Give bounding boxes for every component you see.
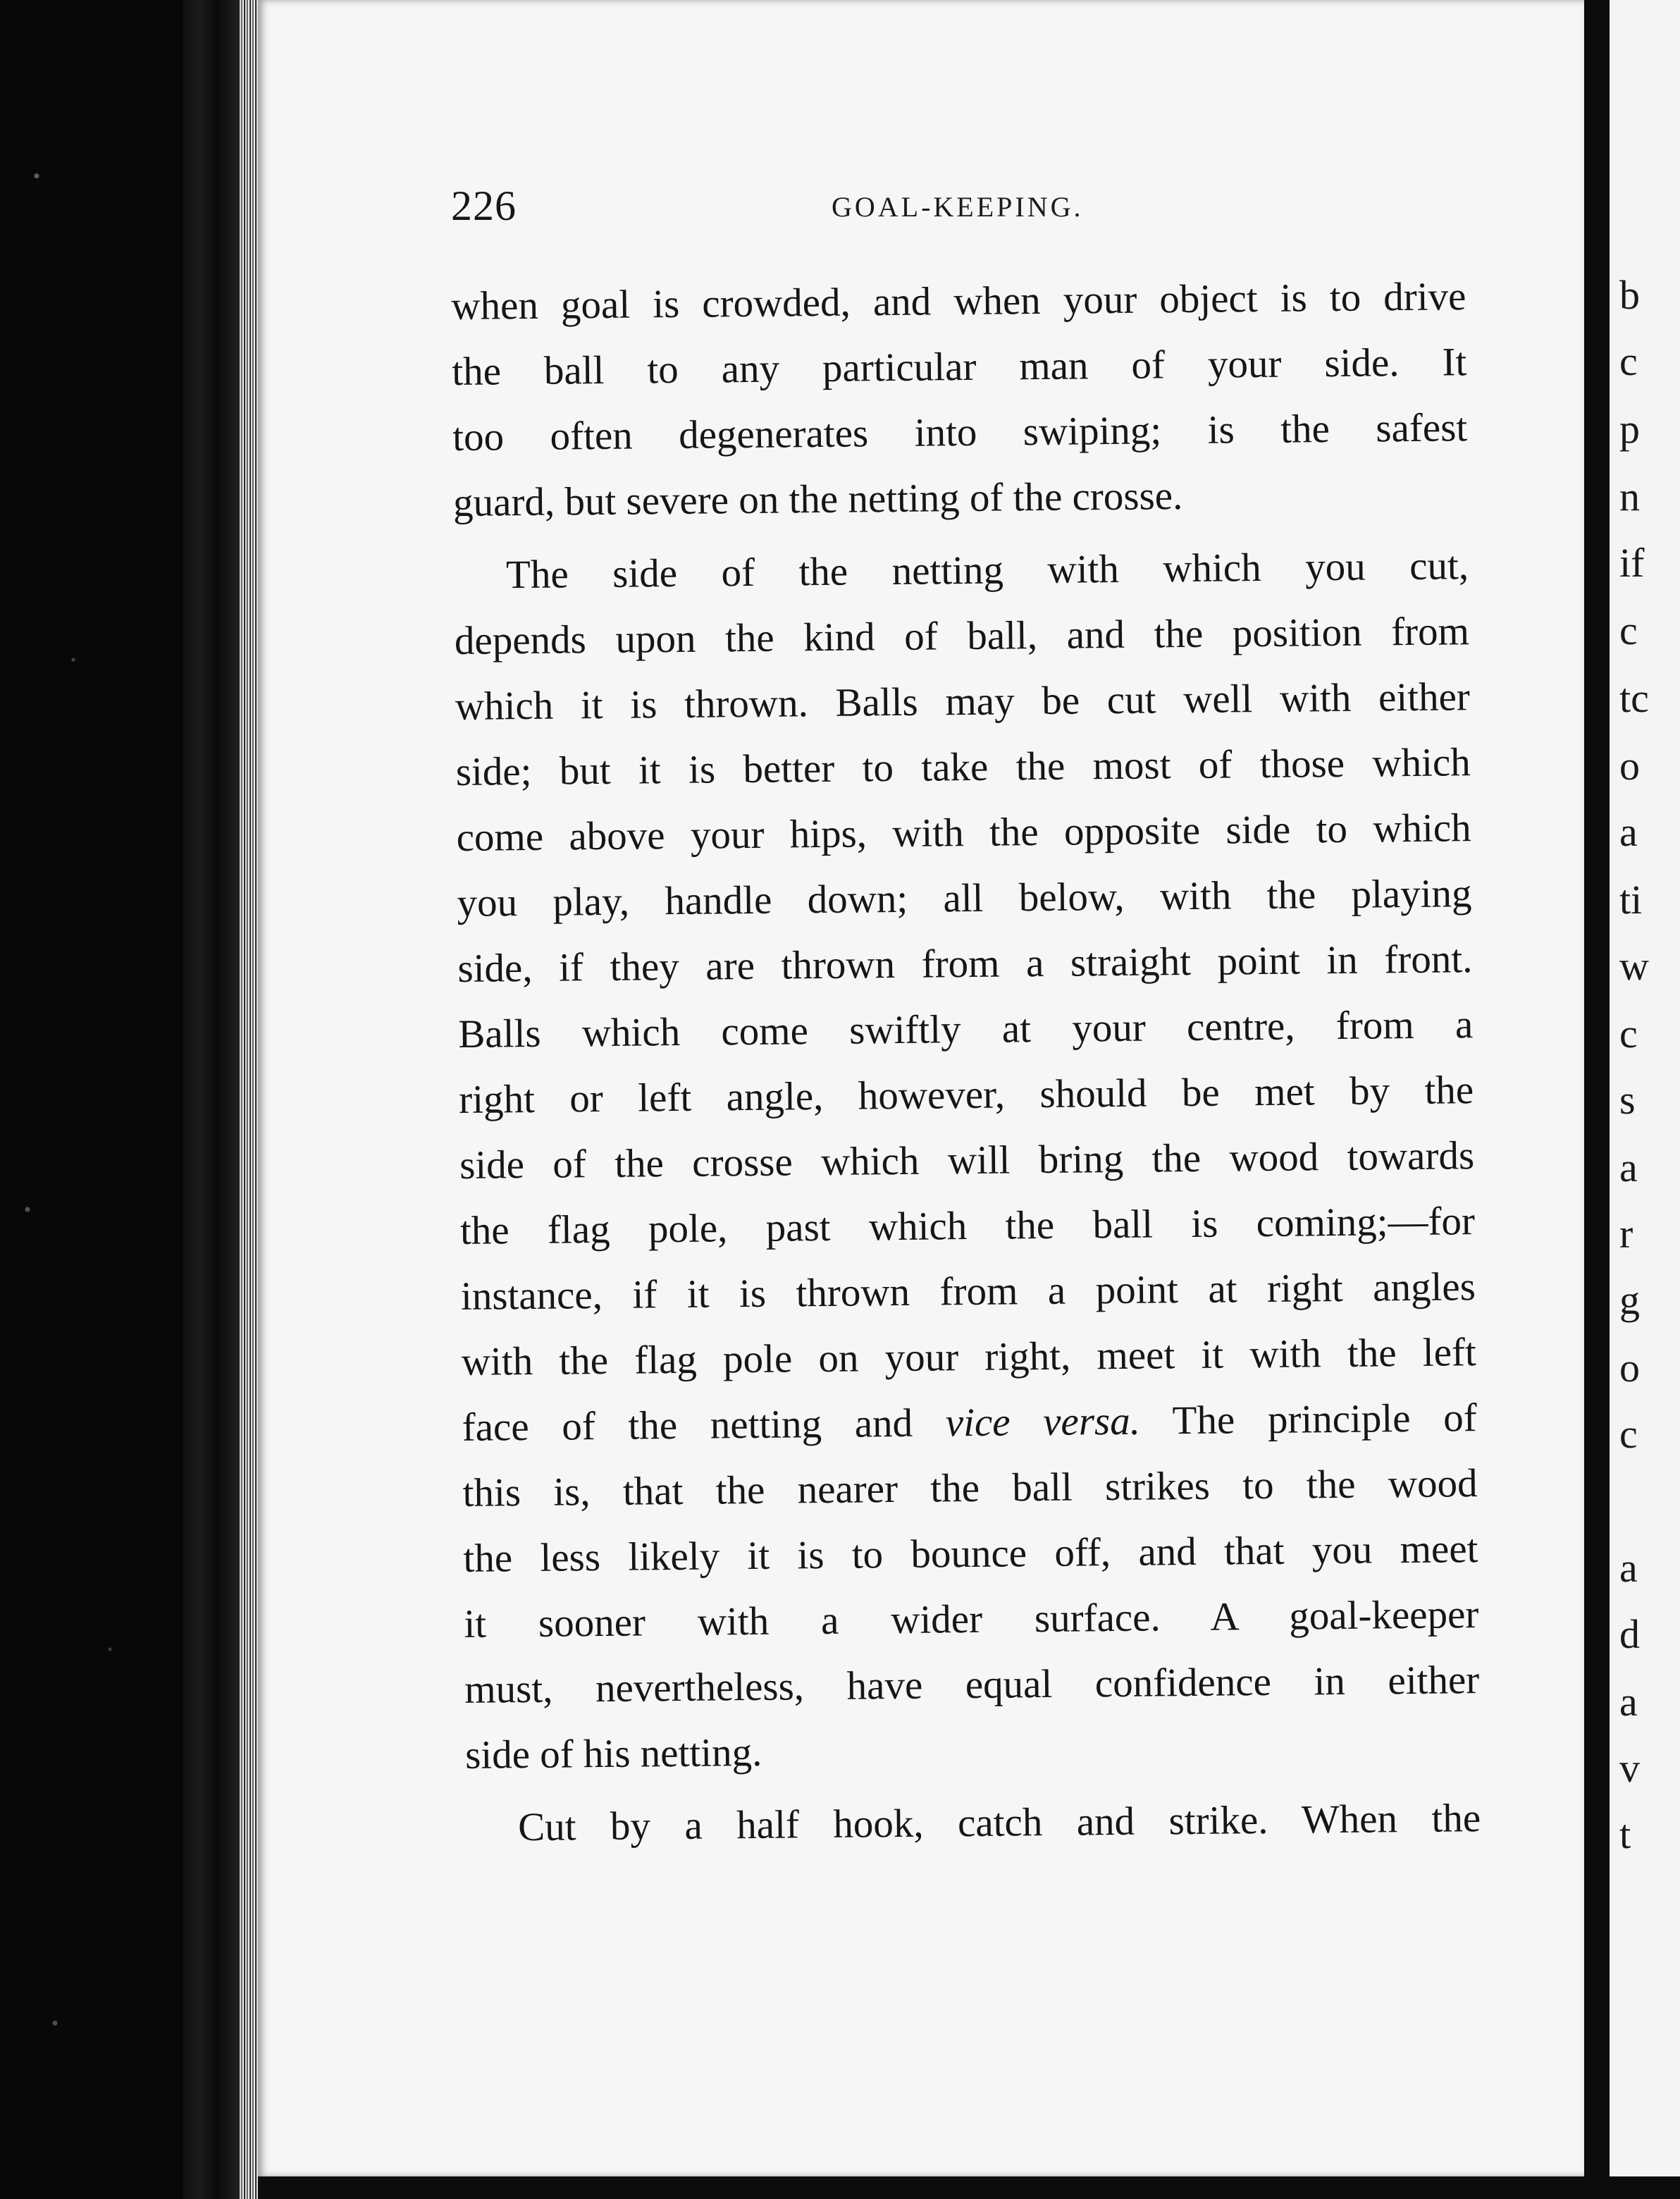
text-line: guard, but severe on the netting of the crosse. <box>452 474 1183 525</box>
page-number: 226 <box>451 183 517 229</box>
book-spine <box>183 0 240 2199</box>
facing-page-fragment: g <box>1619 1277 1640 1323</box>
paragraph-start-line: Cut by a half hook, catch and strike. When the <box>517 1796 1481 1850</box>
text-line-with-italic <box>462 1385 1477 1460</box>
text-segment: The principle of <box>1139 1396 1477 1443</box>
text-line: side; but it is better to take the most of those which <box>455 740 1471 794</box>
facing-page-fragment: v <box>1619 1745 1640 1791</box>
facing-page-fragment: p <box>1619 406 1640 452</box>
text-line: Balls which come swiftly at your centre, from a <box>458 1002 1474 1057</box>
facing-page-fragment: a <box>1619 1545 1638 1591</box>
facing-page-fragment: c <box>1619 1011 1638 1057</box>
text-line: the flag pole, past which the ball is coming;—for <box>459 1199 1476 1253</box>
facing-page-fragment: w <box>1619 943 1649 989</box>
text-line: too often degenerates into swiping; is the safest <box>452 405 1468 460</box>
text-line: it sooner with a wider surface. A goal-keeper <box>464 1592 1479 1646</box>
text-line: this is, that the nearer the ball strikes to the wood <box>462 1461 1478 1515</box>
text-line: side, if they are thrown from a straight point in front. <box>457 937 1473 991</box>
facing-page-fragment: if <box>1619 540 1645 586</box>
facing-page-fragment: a <box>1619 1145 1638 1190</box>
text-line: instance, if it is thrown from a point at right angles <box>460 1264 1476 1319</box>
running-title: GOAL-KEEPING. <box>832 191 1084 223</box>
book-cover-edge <box>0 0 183 2199</box>
facing-page-fragment: a <box>1619 1679 1638 1725</box>
page-edges <box>240 0 258 2199</box>
facing-page-fragment: c <box>1619 608 1638 653</box>
text-line: must, nevertheless, have equal confidence in either <box>464 1658 1480 1712</box>
text-line: side of his netting. <box>464 1730 762 1778</box>
text-line: when goal is crowded, and when your object is to drive <box>451 274 1466 328</box>
text-line: right or left angle, however, should be met by the <box>458 1068 1474 1122</box>
page-header <box>451 182 1466 231</box>
facing-page-fragment: c <box>1619 1411 1638 1457</box>
facing-page-fragment: n <box>1619 474 1640 519</box>
facing-page-fragment: o <box>1619 743 1640 789</box>
body-text <box>451 264 1483 2078</box>
text-line: which it is thrown. Balls may be cut well with either <box>455 675 1471 729</box>
facing-page-fragment: b <box>1619 272 1640 318</box>
text-line: the less likely it is to bounce off, and that you meet <box>463 1527 1478 1581</box>
facing-page-fragment: t <box>1619 1811 1631 1857</box>
facing-page-fragment: s <box>1619 1077 1636 1123</box>
book-gutter <box>1584 0 1610 2199</box>
text-line: come above your hips, with the opposite side to which <box>456 806 1471 860</box>
text-line: with the flag pole on your right, meet it with the left <box>461 1330 1477 1384</box>
text-line: the ball to any particular man of your side. It <box>452 340 1467 394</box>
text-line: you play, handle down; all below, with the playing <box>457 871 1472 925</box>
italic-phrase: vice versa. <box>945 1398 1141 1446</box>
facing-page-fragment: o <box>1619 1345 1640 1391</box>
facing-page-fragment: a <box>1619 809 1638 855</box>
paragraph-start-line: The side of the netting with which you cut, <box>505 543 1469 598</box>
facing-page-fragment: c <box>1619 338 1638 384</box>
text-line: side of the crosse which will bring the wood towards <box>459 1133 1475 1188</box>
facing-page-fragment: d <box>1619 1611 1640 1657</box>
facing-page-fragment: tc <box>1619 675 1649 721</box>
text-line: depends upon the kind of ball, and the position from <box>454 609 1470 663</box>
facing-page-fragment: ti <box>1619 877 1643 923</box>
facing-page-edge <box>1610 0 1680 2176</box>
facing-page-fragment: r <box>1619 1211 1633 1257</box>
text-segment: face of the netting and <box>462 1400 946 1450</box>
